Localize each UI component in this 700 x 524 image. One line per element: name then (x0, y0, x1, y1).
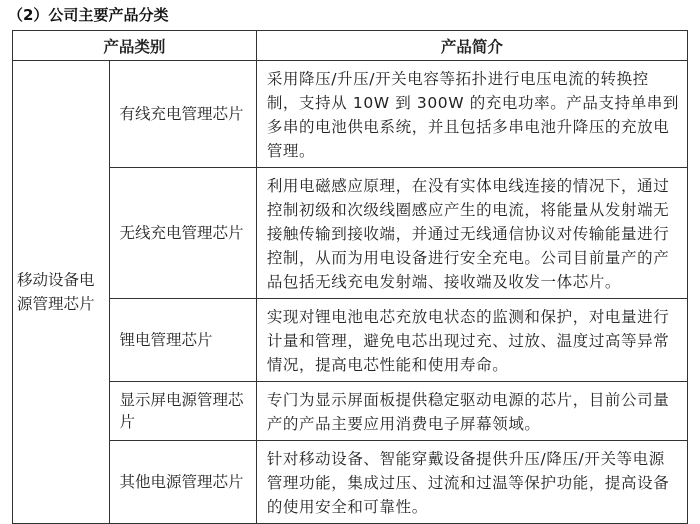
table-row (13, 61, 688, 168)
description-line: 针对移动设备、智能穿戴设备提供升压/降压/开关等电源 (266, 450, 665, 468)
category-label: 显示屏电源管理芯 (119, 391, 244, 409)
header-description: 产品简介 (256, 31, 687, 61)
category-cell (109, 168, 256, 299)
description-line: 接触传输到接收端，并通过无线通信协议对传输能量进行 (266, 225, 670, 243)
header-category: 产品类别 (13, 31, 257, 61)
description-cell (256, 168, 687, 299)
description-cell (256, 299, 687, 382)
description-line: 管理。 (266, 142, 316, 160)
description-line: 控制，从而为用电设备进行安全充电。公司目前量产的产 (266, 249, 670, 267)
group-label: 移动设备电 (17, 271, 95, 289)
description-line: 多串的电池供电系统，并且包括多串电池升降压的充放电 (266, 118, 670, 136)
category-cell (109, 382, 256, 441)
description-line: 制，支持从 10W 到 300W 的充电功率。产品支持单串到 (266, 94, 679, 112)
description-line: 的使用安全和可靠性。 (266, 498, 428, 516)
description-line: 产的产品主要应用消费电子屏幕领域。 (266, 415, 541, 433)
description-line: 采用降压/升压/开关电容等拓扑进行电压电流的转换控 (266, 70, 649, 88)
description-line: 利用电磁感应原理，在没有实体电线连接的情况下，通过 (266, 177, 670, 195)
description-line: 专门为显示屏面板提供稳定驱动电源的芯片，目前公司量 (266, 391, 670, 409)
description-line: 计量和管理，避免电芯出现过充、过放、温度过高等异常 (266, 332, 670, 350)
table-row (13, 441, 688, 524)
category-label: 其他电源管理芯片 (119, 473, 244, 491)
group-cell (13, 61, 110, 524)
description-cell (256, 441, 687, 524)
description-line: 实现对锂电池电芯充放电状态的监测和保护，对电量进行 (266, 308, 670, 326)
table-row (13, 299, 688, 382)
category-label: 无线充电管理芯片 (119, 224, 244, 242)
category-cell (109, 299, 256, 382)
group-label: 源管理芯片 (17, 295, 95, 313)
category-cell (109, 61, 256, 168)
description-line: 情况，提高电芯性能和使用寿命。 (266, 356, 509, 374)
category-label: 片 (119, 413, 136, 431)
description-line: 品包括无线充电发射端、接收端及收发一体芯片。 (266, 273, 622, 291)
description-cell (256, 382, 687, 441)
table-row (13, 382, 688, 441)
category-cell (109, 441, 256, 524)
table-row (13, 168, 688, 299)
section-title: （2）公司主要产品分类 (8, 6, 169, 24)
description-line: 管理功能，集成过压、过流和过温等保护功能，提高设备 (266, 474, 670, 492)
category-label: 有线充电管理芯片 (119, 105, 244, 123)
table-header-row (13, 31, 688, 61)
description-line: 控制初级和次级线圈感应产生的电流，将能量从发射端无 (266, 201, 670, 219)
product-classification-table (12, 30, 688, 524)
description-cell (256, 61, 687, 168)
category-label: 锂电管理芯片 (119, 331, 213, 349)
